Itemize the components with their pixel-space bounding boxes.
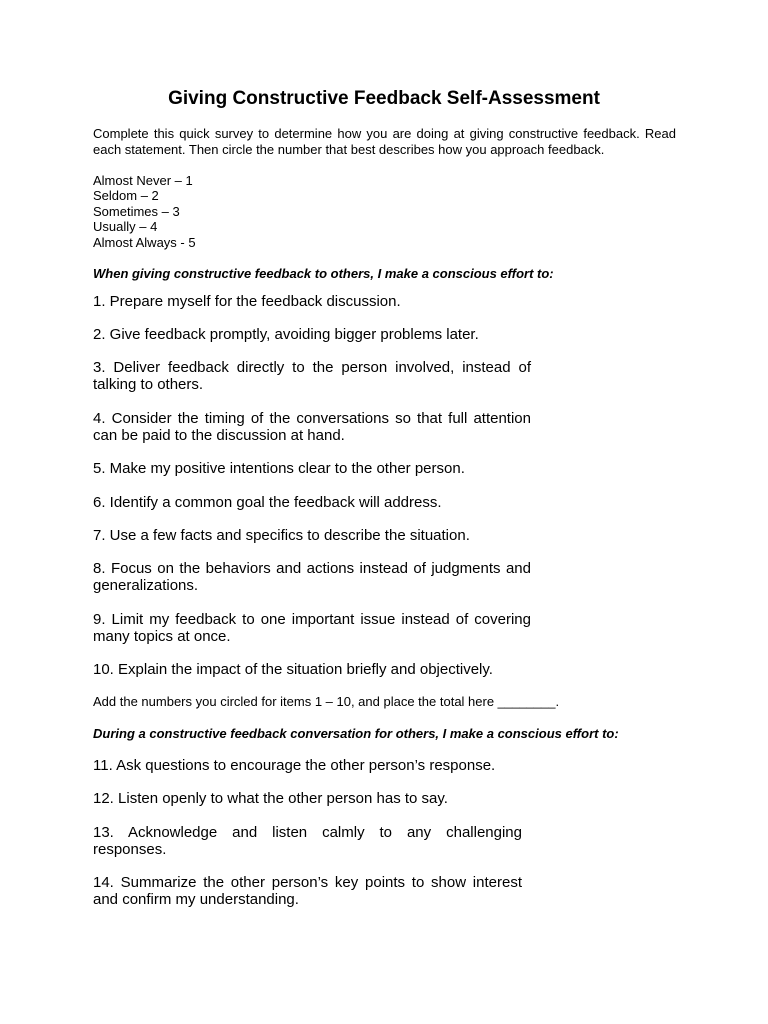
scale-item-5: Almost Always - 5 — [93, 235, 196, 250]
section-1-heading: When giving constructive feedback to others, I make a conscious effort to: — [93, 266, 554, 281]
intro-paragraph: Complete this quick survey to determine how you are doing at giving constructive feedback. Read each statement. Then circle the number that best describes how you approach feedback. — [93, 126, 676, 157]
survey-item-1: 1. Prepare myself for the feedback discussion. — [93, 293, 401, 310]
survey-item-7: 7. Use a few facts and specifics to describe the situation. — [93, 527, 470, 544]
survey-item-8: 8. Focus on the behaviors and actions instead of judgments and generalizations. — [93, 560, 531, 594]
scale-item-4: Usually – 4 — [93, 219, 158, 234]
survey-item-13: 13. Acknowledge and listen calmly to any challenging responses. — [93, 824, 522, 858]
survey-item-12: 12. Listen openly to what the other person has to say. — [93, 790, 448, 807]
survey-item-4: 4. Consider the timing of the conversations so that full attention can be paid to the discussion at hand. — [93, 410, 531, 444]
survey-item-3: 3. Deliver feedback directly to the person involved, instead of talking to others. — [93, 359, 531, 393]
scale-item-3: Sometimes – 3 — [93, 204, 180, 219]
survey-item-11: 11. Ask questions to encourage the other person’s response. — [93, 757, 496, 774]
survey-item-14: 14. Summarize the other person’s key points to show interest and confirm my understanding. — [93, 874, 522, 908]
survey-item-6: 6. Identify a common goal the feedback will address. — [93, 494, 442, 511]
scale-item-1: Almost Never – 1 — [93, 173, 193, 188]
survey-item-9: 9. Limit my feedback to one important issue instead of covering many topics at once. — [93, 611, 531, 645]
section-2-heading: During a constructive feedback conversation for others, I make a conscious effort to: — [93, 726, 619, 741]
scale-item-2: Seldom – 2 — [93, 188, 159, 203]
survey-item-10: 10. Explain the impact of the situation briefly and objectively. — [93, 661, 493, 678]
page-title: Giving Constructive Feedback Self-Assessment — [168, 88, 600, 109]
total-instruction: Add the numbers you circled for items 1 – 10, and place the total here ________. — [93, 694, 560, 709]
survey-item-5: 5. Make my positive intentions clear to the other person. — [93, 460, 465, 477]
survey-item-2: 2. Give feedback promptly, avoiding bigger problems later. — [93, 326, 479, 343]
